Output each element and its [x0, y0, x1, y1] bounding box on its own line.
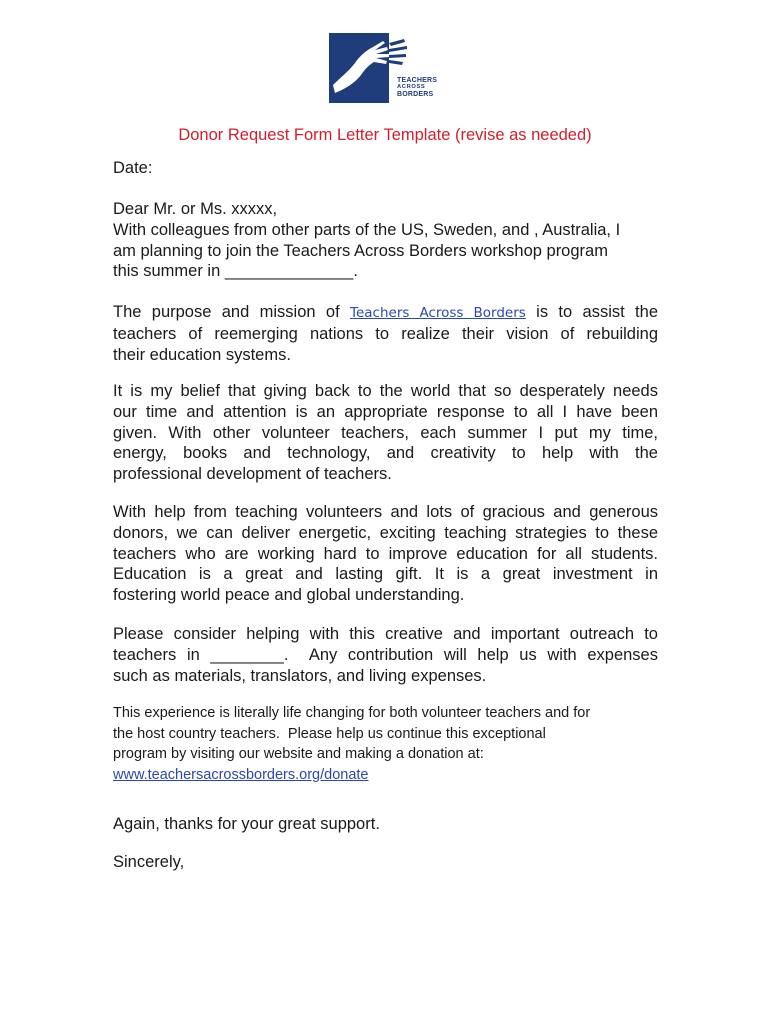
purpose-text-after-link: is to assist the [536, 303, 658, 321]
help-line-1: With help from teaching volunteers and lots of gracious and generous [113, 503, 658, 521]
purpose-line-3: their education systems. [113, 345, 291, 364]
intro-line-3: this summer in ______________. [113, 262, 358, 281]
belief-line-2: our time and attention is an appropriate response to all I have been [113, 402, 658, 421]
purpose-line-1 [113, 302, 658, 324]
experience-line-3: program by visiting our website and making a donation at: [113, 746, 484, 762]
date-label: Date: [113, 159, 153, 177]
belief-line-1: It is my belief that giving back to the world that so desperately needs [113, 382, 658, 400]
help-paragraph [113, 502, 658, 606]
belief-line-4: energy, books and technology, and creativity to help with the [113, 444, 658, 463]
letter-heading: Donor Request Form Letter Template (revise as needed) [178, 126, 592, 144]
intro-line-1: With colleagues from other parts of the US, Sweden, and , Australia, I [113, 220, 621, 239]
consider-line-2: teachers in ________. Any contribution will help us with expenses [113, 645, 658, 664]
logo-line-1: TEACHERS [397, 77, 438, 84]
closing-line: Sincerely, [113, 853, 185, 871]
donate-link[interactable]: www.teachersacrossborders.org/donate [113, 766, 369, 783]
help-line-5: fostering world peace and global understanding. [113, 586, 465, 605]
belief-paragraph [113, 381, 658, 485]
belief-line-5: professional development of teachers. [113, 465, 392, 484]
experience-line-1: This experience is literally life changing for both volunteer teachers and for [113, 705, 591, 721]
purpose-line-2: teachers of reemerging nations to realize their vision of rebuilding [113, 324, 658, 343]
intro-line-2: am planning to join the Teachers Across Borders workshop program [113, 241, 608, 260]
help-line-4: Education is a great and lasting gift. It is a great investment in [113, 565, 658, 584]
consider-line-3: such as materials, translators, and living expenses. [113, 666, 487, 685]
experience-line-2: the host country teachers. Please help us continue this exceptional [113, 725, 546, 742]
teachers-across-borders-link[interactable]: Teachers Across Borders [350, 305, 526, 321]
salutation: Dear Mr. or Ms. xxxxx, [113, 200, 278, 218]
logo-wordmark [397, 77, 437, 98]
logo-line-3: BORDERS [397, 91, 434, 98]
logo-line-2: ACROSS [397, 84, 426, 90]
help-line-2: donors, we can deliver energetic, exciting teaching strategies to these [113, 523, 658, 542]
experience-paragraph [113, 703, 673, 785]
teachers-across-borders-logo [329, 33, 451, 103]
thanks-line: Again, thanks for your great support. [113, 815, 380, 833]
purpose-text-before-link: The purpose and mission of [113, 303, 340, 321]
consider-paragraph [113, 624, 658, 686]
consider-line-1: Please consider helping with this creative and important outreach to [113, 625, 658, 643]
intro-block [113, 199, 658, 282]
belief-line-3: given. With other volunteer teachers, each summer I put my time, [113, 423, 658, 442]
help-line-3: teachers who are working hard to improve education for all students. [113, 544, 658, 563]
purpose-paragraph [113, 302, 658, 365]
